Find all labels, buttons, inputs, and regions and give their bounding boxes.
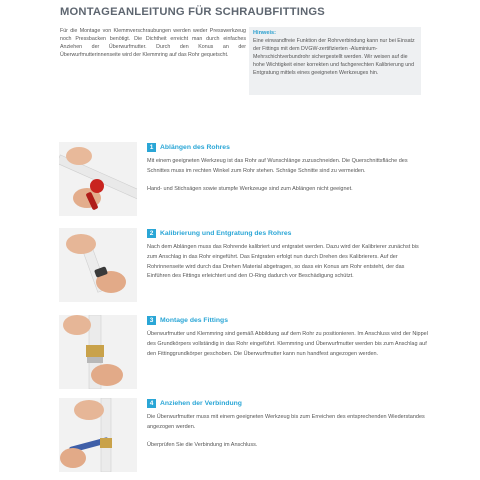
note-heading: Hinweis: (253, 30, 277, 36)
step-4-title: Anziehen der Verbindung (160, 399, 242, 407)
step-1-body (147, 157, 429, 194)
step-1-paragraph: Mit einem geeigneten Werkzeug ist das Rohr auf Wunschlänge zuzuschneiden. Die Querschnittsfläche des Schnittes muss im rechten Winkel zum Rohr stehen. Schräge Schnitte sind zu vermeiden. (147, 158, 408, 174)
step-4-paragraph: Überprüfen Sie die Verbindung im Anschluss. (147, 441, 258, 448)
step-3-title: Montage des Fittings (160, 316, 228, 324)
step-3-body (147, 330, 429, 359)
step-3-paragraph: Überwurfmutter und Klemmring sind gemäß Abbildung auf dem Rohr zu positionieren. Im Anschluss wird der Nippel des Grundkörpers vollständig in das Rohr eingeführt. Klemmring und Überwurfmutter werden bis zum Anschlag auf den Fittinggrundkörper geschoben. Die Überwurfmutter kann nun handfest angezogen werden. (147, 331, 428, 357)
step-2-paragraph: Nach dem Ablängen muss das Rohrende kalibriert und entgratet werden. Dazu wird der Kalibrierer zunächst bis zum Anschlag in das Rohr eingeführt. Das Entgraten erfolgt nun durch Drehen des Kalibrierers. Auf der Rohrinnenseite wird durch das Drehen Material abgetragen, so dass ein Konus am Rohr entsteht, der das Einführen des Fittings erleichtert und den O-Ring dadurch vor Beschädigung schützt. (147, 244, 419, 280)
step-2-number: 2 (147, 229, 156, 238)
note-text: Eine einwandfreie Funktion der Rohrverbindung kann nur bei Einsatz der Fittings mit dem DVGW-zertifizierten -Aluminium-Mehrschichtverbundrohr sichergestellt werden. Wir weisen auf die hohe Wichtigkeit einer korrekten und fachgerechten Kalibrierung und Entgratung mittels eines geeigneten Werkzeuges hin. (253, 38, 415, 77)
step-3-photo (59, 315, 137, 389)
note-box (249, 27, 421, 95)
step-1-photo (59, 142, 137, 216)
step-1-number: 1 (147, 143, 156, 152)
step-3-number: 3 (147, 316, 156, 325)
intro-text: Für die Montage von Klemmverschraubungen werden weder Presswerkzeug noch Pressbacken benötigt. Die Dichtheit erreicht man durch einfaches Anziehen der Überwurfmutter. Durch den Konus an der Überwurfmutterinnenseite wird der Klemmring auf das Rohr gequetscht. (60, 28, 246, 59)
step-3-header (147, 315, 228, 325)
step-4-paragraph: Die Überwurfmutter muss mit einem geeigneten Werkzeug bis zum Erreichen des entsprechenden Wiederstandes angezogen werden. (147, 414, 425, 430)
page-title: MONTAGEANLEITUNG FÜR SCHRAUBFITTINGS (60, 6, 325, 18)
step-1-header (147, 142, 230, 152)
step-1-title: Ablängen des Rohres (160, 143, 230, 151)
step-2-body (147, 243, 429, 282)
step-4-body (147, 413, 429, 450)
step-1-paragraph: Hand- und Stichsägen sowie stumpfe Werkzeuge sind zum Ablängen nicht geeignet. (147, 185, 353, 192)
step-4-header (147, 398, 242, 408)
step-2-header (147, 228, 291, 238)
step-2-title: Kalibrierung und Entgratung des Rohres (160, 229, 292, 237)
step-2-photo (59, 228, 137, 302)
step-4-number: 4 (147, 399, 156, 408)
step-4-photo (59, 398, 137, 472)
